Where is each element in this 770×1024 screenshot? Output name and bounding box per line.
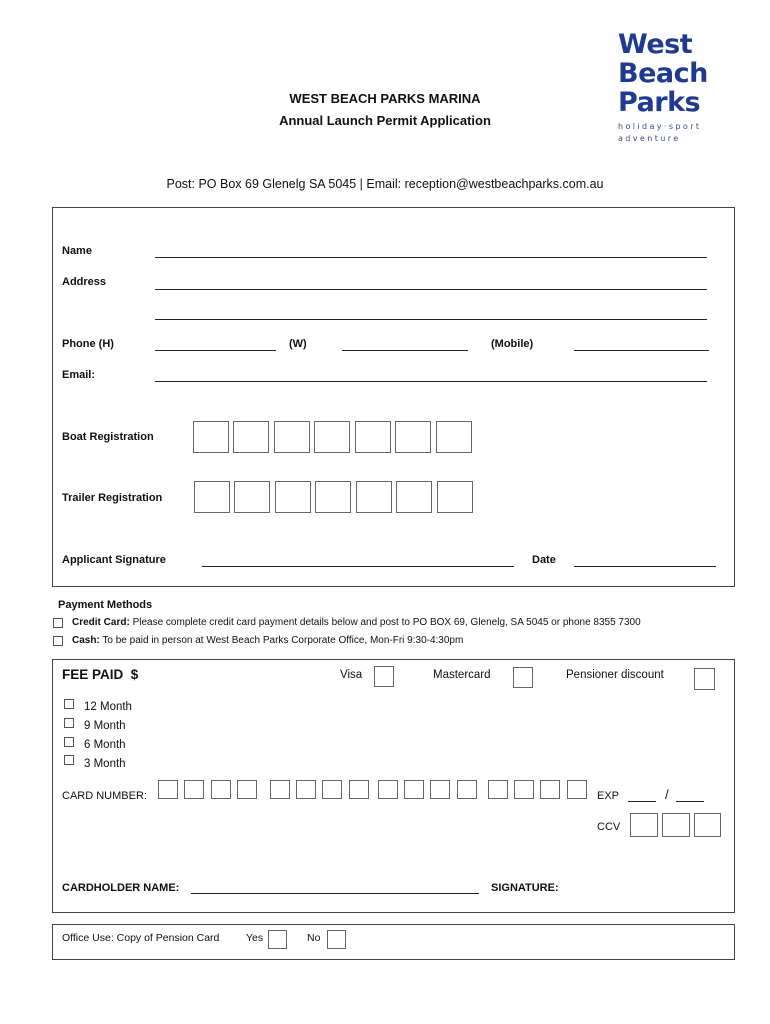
visa-label: Visa — [340, 669, 363, 681]
card-digit-box[interactable] — [296, 780, 316, 799]
boat-reg-box[interactable] — [274, 421, 310, 453]
logo-word-2: Beach — [618, 58, 708, 89]
boat-reg-box[interactable] — [436, 421, 472, 453]
card-digit-box[interactable] — [457, 780, 477, 799]
office-use-no-label: No — [307, 932, 321, 944]
office-use-label: Office Use: Copy of Pension Card — [62, 932, 220, 944]
ccv-label: CCV — [597, 821, 621, 833]
card-digit-box[interactable] — [540, 780, 560, 799]
credit-card-instructions: Please complete credit card payment details below and post to PO BOX 69, Glenelg, SA 5045 or phone 8355 7300 — [132, 617, 641, 628]
boat-reg-box[interactable] — [395, 421, 431, 453]
expiry-month-field[interactable] — [628, 801, 656, 802]
name-field[interactable] — [155, 257, 707, 258]
phone-mobile-field[interactable] — [574, 350, 709, 351]
ccv-digit-box[interactable] — [630, 813, 658, 837]
period-label-12-month: 12 Month — [84, 701, 132, 713]
card-digit-box[interactable] — [349, 780, 369, 799]
card-digit-box[interactable] — [378, 780, 398, 799]
cash-checkbox[interactable] — [53, 636, 63, 646]
period-label-6-month: 6 Month — [84, 739, 126, 751]
cash-option — [72, 635, 463, 646]
card-number-label: CARD NUMBER: — [62, 790, 147, 802]
trailer-reg-box[interactable] — [194, 481, 230, 513]
trailer-reg-box[interactable] — [275, 481, 311, 513]
address-label: Address — [62, 276, 107, 288]
card-digit-box[interactable] — [270, 780, 290, 799]
credit-card-checkbox[interactable] — [53, 618, 63, 628]
period-checkbox-3-month[interactable] — [64, 755, 74, 765]
logo-tagline-2: adventure — [618, 134, 681, 143]
credit-card-option — [72, 617, 641, 628]
address-field-line-2[interactable] — [155, 319, 707, 320]
card-signature-label: SIGNATURE: — [491, 882, 559, 894]
applicant-signature-field[interactable] — [202, 566, 514, 567]
logo-tagline-1: holiday·sport — [618, 122, 702, 131]
trailer-reg-box[interactable] — [396, 481, 432, 513]
boat-reg-box[interactable] — [314, 421, 350, 453]
office-use-yes-checkbox[interactable] — [268, 930, 287, 949]
trailer-registration-label: Trailer Registration — [62, 492, 163, 504]
card-digit-box[interactable] — [237, 780, 257, 799]
fee-paid-label: FEE PAID $ — [62, 667, 139, 682]
postal-contact-line: Post: PO Box 69 Glenelg SA 5045 | Email: reception@westbeachparks.com.au — [166, 177, 604, 191]
logo-word-1: West — [618, 29, 693, 60]
cardholder-name-field[interactable] — [191, 893, 479, 894]
ccv-digit-box[interactable] — [662, 813, 690, 837]
card-digit-box[interactable] — [158, 780, 178, 799]
trailer-reg-box[interactable] — [356, 481, 392, 513]
pensioner-discount-label: Pensioner discount — [566, 669, 664, 681]
phone-work-label: (W) — [289, 338, 307, 350]
email-field[interactable] — [155, 381, 707, 382]
applicant-details-box — [52, 207, 735, 587]
period-label-9-month: 9 Month — [84, 720, 126, 732]
phone-work-field[interactable] — [342, 350, 468, 351]
phone-home-label: Phone (H) — [62, 338, 114, 350]
office-use-yes-label: Yes — [246, 932, 264, 944]
card-digit-box[interactable] — [514, 780, 534, 799]
visa-checkbox[interactable] — [374, 666, 394, 687]
mastercard-checkbox[interactable] — [513, 667, 533, 688]
email-label: Email: — [62, 369, 96, 381]
card-digit-box[interactable] — [322, 780, 342, 799]
name-label: Name — [62, 245, 92, 257]
expiry-year-field[interactable] — [676, 801, 704, 802]
ccv-digit-box[interactable] — [694, 813, 721, 837]
boat-registration-label: Boat Registration — [62, 431, 154, 443]
mastercard-label: Mastercard — [433, 669, 491, 681]
period-checkbox-12-month[interactable] — [64, 699, 74, 709]
cash-label: Cash: — [72, 635, 100, 646]
office-use-no-checkbox[interactable] — [327, 930, 346, 949]
card-digit-box[interactable] — [184, 780, 204, 799]
card-digit-box[interactable] — [430, 780, 450, 799]
payment-methods-heading: Payment Methods — [58, 599, 153, 611]
trailer-reg-box[interactable] — [234, 481, 270, 513]
period-label-3-month: 3 Month — [84, 758, 126, 770]
expiry-label: EXP — [597, 790, 620, 802]
address-field-line-1[interactable] — [155, 289, 707, 290]
period-checkbox-9-month[interactable] — [64, 718, 74, 728]
cardholder-name-label: CARDHOLDER NAME: — [62, 882, 180, 894]
boat-reg-box[interactable] — [355, 421, 391, 453]
cash-instructions: To be paid in person at West Beach Parks Corporate Office, Mon-Fri 9:30-4:30pm — [102, 635, 464, 646]
pensioner-discount-checkbox[interactable] — [694, 668, 715, 690]
card-digit-box[interactable] — [567, 780, 587, 799]
period-checkbox-6-month[interactable] — [64, 737, 74, 747]
boat-reg-box[interactable] — [233, 421, 269, 453]
phone-home-field[interactable] — [155, 350, 276, 351]
applicant-signature-label: Applicant Signature — [62, 554, 166, 566]
credit-card-label: Credit Card: — [72, 617, 130, 628]
card-digit-box[interactable] — [488, 780, 508, 799]
date-label: Date — [532, 554, 556, 566]
phone-mobile-label: (Mobile) — [491, 338, 534, 350]
boat-reg-box[interactable] — [193, 421, 229, 453]
trailer-reg-box[interactable] — [315, 481, 351, 513]
card-digit-box[interactable] — [404, 780, 424, 799]
trailer-reg-box[interactable] — [437, 481, 473, 513]
expiry-separator: / — [665, 787, 669, 802]
logo-word-3: Parks — [618, 87, 701, 118]
form-subtitle: Annual Launch Permit Application — [279, 113, 491, 128]
form-title: WEST BEACH PARKS MARINA — [289, 91, 481, 106]
date-field[interactable] — [574, 566, 716, 567]
card-digit-box[interactable] — [211, 780, 231, 799]
